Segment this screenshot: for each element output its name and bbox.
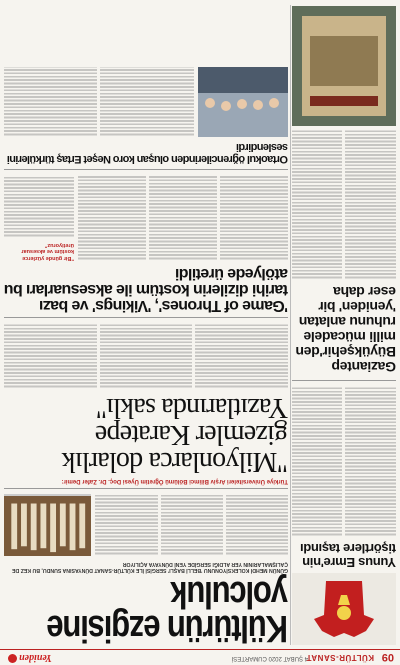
got-headline: 'Game of Thrones', 'Vikings' ve bazı tarihi dizilerin kostüm ile aksesuarları bu atölyede üretildi	[4, 265, 288, 314]
karatepe-quote-headline: "Milyonlarca dolarlık gizemler Karatepe Yazıtlarında saklı"	[62, 392, 288, 477]
story-divider	[292, 380, 396, 381]
got-divider	[4, 317, 288, 318]
column-divider	[291, 5, 292, 645]
page-number: 09	[381, 651, 394, 663]
tshirt-illustration	[292, 573, 396, 645]
instruments-photo	[4, 494, 92, 556]
tshirt-headline: Yunus Emre'nin tişörtlere taşındı	[300, 541, 396, 570]
quote-subtitle: Türkiye Üniversiteleri Arşiv Bilimci Bölümü Öğretim Üyesi Doç. Dr. Zafer Demir:	[61, 478, 288, 484]
karatepe-article-text	[4, 323, 288, 389]
karatepe-row	[4, 323, 288, 389]
gaziantep-photo	[292, 6, 396, 126]
tshirt-photo	[292, 573, 396, 645]
main-deck: GÜNÜN MEHDİ KOLEKSİYONUNU 'BELLİ BAŞLI' SERGİSİ İLE KÜLTÜR-SANAT DÜNYASINA SUNDU, BU KEZ DE ÇALIŞMALARININ YER ALDIĞI SERGİDE YENİ DÜNYAYA AÇILIYOR	[12, 561, 288, 573]
main-article-text	[96, 494, 289, 556]
page-header	[0, 649, 400, 665]
main-column	[4, 67, 288, 649]
gaziantep-headline: Gaziantep Büyükşehir'den milli mücadele ruhunu anlatan 'yeniden' bir eser daha	[295, 284, 396, 375]
main-story-row	[4, 494, 288, 556]
got-row	[4, 175, 288, 261]
tshirt-article-text	[292, 387, 396, 537]
got-sidebar-text	[4, 177, 74, 239]
choir-headline: Ortaokul öğrencilerinden oluşan koro Neşet Ertaş türkülerini seslendirdi	[7, 141, 288, 165]
main-headline: Kültürün ezgisine yolculuk	[47, 573, 288, 649]
gaziantep-article-text	[292, 130, 396, 280]
quote-divider	[4, 488, 288, 489]
instruments-illustration	[4, 496, 91, 556]
got-subheading: "Bir günde yüzlerce kostüm ve aksesuar üretiyoruz"	[21, 242, 74, 261]
choir-row	[4, 67, 288, 137]
logo-mark-icon	[8, 654, 17, 663]
choir-illustration	[198, 67, 288, 137]
got-sidebar	[4, 175, 74, 261]
section-title: KÜLTÜR-SANAT	[306, 653, 374, 662]
left-column	[292, 6, 396, 645]
choir-article-text	[4, 67, 194, 137]
choir-photo	[198, 67, 288, 137]
page-date: 4 ŞUBAT 2020 CUMARTESİ	[231, 655, 308, 661]
got-article-text	[78, 175, 288, 261]
choir-divider	[4, 169, 288, 170]
newspaper-logo: Yeniden	[8, 652, 52, 663]
book-cover-illustration	[292, 6, 396, 126]
